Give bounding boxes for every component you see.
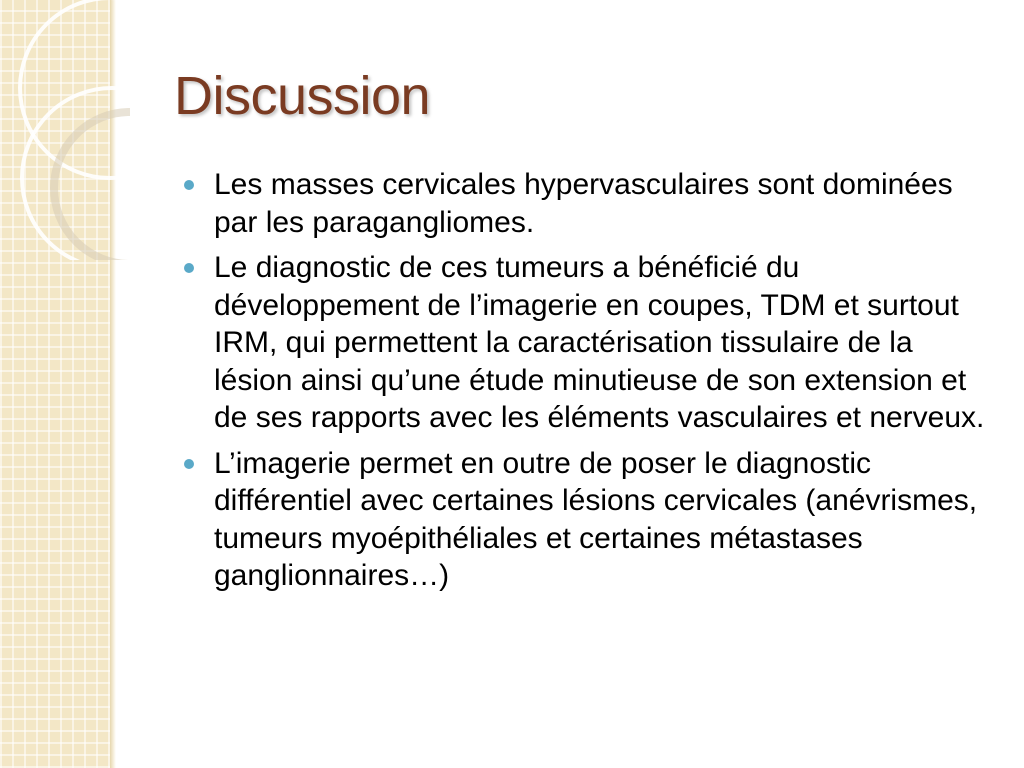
- bullet-marker-icon: [184, 263, 194, 273]
- bullet-list: [184, 166, 994, 603]
- bullet-text: Le diagnostic de ces tumeurs a bénéficié du développement de l’imagerie en coupes, TDM et surtout IRM, qui permettent la caractérisation tissulaire de la lésion ainsi qu’une étude minutieuse de son extension et de ses rapports avec les éléments vasculaires et nerveux.: [214, 251, 985, 434]
- bullet-text: Les masses cervicales hypervasculaires sont dominées par les paragangliomes.: [214, 168, 953, 239]
- bullet-item: [184, 445, 994, 595]
- bullet-text: L’imagerie permet en outre de poser le diagnostic différentiel avec certaines lésions cervicales (anévrismes, tumeurs myoépithéliales et certaines métastases ganglionnaires…): [214, 446, 978, 592]
- bullet-marker-icon: [184, 459, 194, 469]
- bullet-marker-icon: [184, 180, 194, 190]
- slide-title: Discussion: [174, 66, 431, 126]
- bullet-item: [184, 249, 994, 437]
- bullet-item: [184, 166, 994, 241]
- decorative-circles-graphic: [0, 0, 130, 260]
